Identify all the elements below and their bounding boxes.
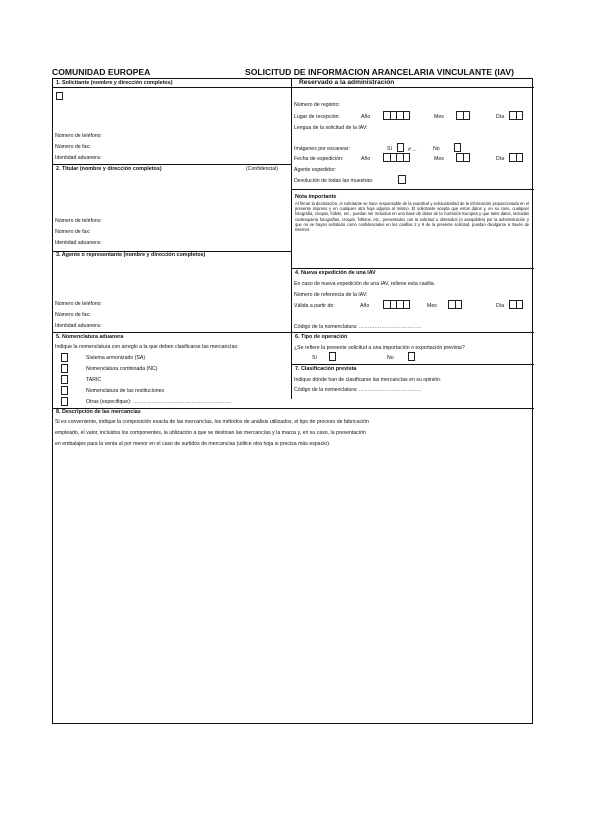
s7-codigo: Código de la nomenclatura: ………………………………: [294, 387, 422, 393]
s4-line1: En caso de nueva expedición de una IAV, rellene esta casilla.: [294, 281, 436, 287]
divider-admin-header: [291, 87, 534, 88]
admin-lugar: Lugar de recepción:: [294, 114, 340, 120]
s5-title: 5. Nomenclatura aduanera: [56, 334, 124, 340]
s5-item-nc: Nomenclatura combinada (NC): [86, 366, 158, 372]
divider-s2: [53, 164, 291, 165]
s3-idad-label: Identidad aduanera:: [55, 323, 102, 329]
s8-title: 8. Descripción de las mercancías: [56, 409, 141, 415]
admin-lugar-anio-box[interactable]: [383, 111, 410, 120]
s1-fax-label: Número de fax:: [55, 144, 91, 150]
s4-dia-box[interactable]: [509, 300, 523, 309]
community-title: COMUNIDAD EUROPEA: [52, 67, 151, 77]
s5-item-taric: TARIC: [86, 377, 102, 383]
s3-title: 3. Agente o representante (nombre y dirección completos): [56, 252, 206, 258]
s7-title: 7. Clasificación prevista: [295, 366, 357, 372]
s5-item-sa: Sistema armonizado (SA): [86, 355, 146, 361]
nota-text: Al firmar la declaración, el solicitante se hace responsable de la exactitud y exhaustividad de la información proporcionada en el presente impreso y en cualquier otra hoja adjunta al mismo. El solicitante acepta que estos datos y, en su caso, cualquier fotografía, croquis, folleto, etc., puedan ser incluidos en una base de datos de la Comisión Europea y que tales datos, incluidas cualesquiera fotografías, croquis, folletos, etc., presentados con la solicitud u obtenidos (o asequibles) por la administración y que no se hayan señalado como confidenciales en las casillas 2 y 9 de la presente solicitud, puedan divulgarse a través de Internet.: [295, 201, 529, 233]
admin-fecha-dia-box[interactable]: [509, 153, 523, 162]
s6-title: 6. Tipo de operación: [295, 334, 348, 340]
s8-line1: Si es conveniente, indique la composición exacta de las mercancías, los métodos de análisis utilizados, el tipo de proceso de fabricación: [55, 419, 370, 425]
s6-si: Sí: [312, 355, 317, 361]
s2-fax-label: Número de fax:: [55, 229, 91, 235]
s6-no-box[interactable]: [408, 352, 415, 361]
s5-checkbox-sa[interactable]: [61, 353, 68, 362]
s5-checkbox-taric[interactable]: [61, 375, 68, 384]
s4-codigo: Código de la nomenclatura: ………………………………: [294, 324, 422, 330]
admin-devolucion-box[interactable]: [398, 175, 406, 184]
admin-imagenes-no-box[interactable]: [454, 143, 461, 152]
s6-no: No: [387, 355, 394, 361]
admin-fecha-exp: Fecha de expedición:: [294, 156, 344, 162]
admin-registro: Número de registro:: [294, 102, 340, 108]
s5-item-otras: Otras (especifique): …………………………………………………: [86, 399, 232, 405]
admin-fecha-mes: Mes: [434, 156, 444, 162]
admin-imagenes-si: Sí: [387, 146, 392, 152]
s8-line2: empleado, el valor, incluidos los componentes, la utilización a que se destinan las mercancías y la marca y, en su caso, la presentación: [55, 430, 366, 436]
s3-fax-label: Número de fax:: [55, 312, 91, 318]
s4-anio: Año: [360, 303, 370, 309]
admin-lugar-dia-box[interactable]: [509, 111, 523, 120]
admin-agente: Agente expedidor:: [294, 167, 337, 173]
admin-imagenes-si-box[interactable]: [397, 143, 404, 152]
admin-lugar-anio: Año: [361, 114, 371, 120]
s4-ref: Número de referencia de la IAV:: [294, 292, 368, 298]
admin-fecha-mes-box[interactable]: [456, 153, 470, 162]
nota-title: Nota importante: [295, 194, 337, 200]
iav-form: [52, 78, 533, 724]
s5-item-restituciones: Nomenclatura de las restituciones: [86, 388, 165, 394]
s6-question: ¿Se refiere la presente solicitud a una importación o exportación prevista?: [294, 345, 465, 351]
column-divider: [291, 79, 292, 399]
admin-imagenes-num: # ...: [408, 147, 417, 153]
s5-checkbox-otras[interactable]: [61, 397, 68, 406]
s5-intro: Indique la nomenclatura con arreglo a la que deben clasificarse las mercancías:: [55, 344, 239, 350]
s4-dia: Día: [496, 303, 505, 309]
admin-title: Reservado a la administración: [299, 79, 395, 86]
divider-s4: [291, 268, 534, 269]
s2-idad-label: Identidad aduanera:: [55, 240, 102, 246]
s4-title: 4. Nueva expedición de una IAV: [295, 270, 376, 276]
s1-tel-label: Número de teléfono:: [55, 133, 103, 139]
s4-mes: Mes: [427, 303, 437, 309]
s8-line3: en embalajes para la venta al por menor en el caso de surtidos de mercancías (utilice otra hoja si precisa más espacio).: [55, 441, 331, 447]
s1-checkbox[interactable]: [56, 92, 63, 100]
admin-fecha-anio: Año: [361, 156, 371, 162]
s2-confidential: (Confidencial): [246, 166, 279, 172]
s3-tel-label: Número de teléfono:: [55, 301, 103, 307]
s4-valida: Válida a partir de:: [294, 303, 335, 309]
form-title: SOLICITUD DE INFORMACION ARANCELARIA VINCULANTE (IAV): [245, 67, 514, 77]
divider-s1-header: [53, 87, 291, 88]
admin-lugar-mes: Mes: [434, 114, 444, 120]
admin-imagenes: Imágenes por escanear:: [294, 146, 350, 152]
admin-imagenes-no: No: [433, 146, 440, 152]
s2-tel-label: Número de teléfono:: [55, 218, 103, 224]
divider-s5: [53, 332, 291, 333]
s5-checkbox-restituciones[interactable]: [61, 386, 68, 395]
divider-nota: [291, 189, 534, 190]
s6-si-box[interactable]: [329, 352, 336, 361]
s4-anio-box[interactable]: [383, 300, 410, 309]
s7-line1: Indique dónde han de clasificarse las mercancías en su opinión.: [294, 377, 442, 383]
s1-idad-label: Identidad aduanera:: [55, 155, 102, 161]
s8-description-area[interactable]: [55, 451, 531, 721]
admin-devolucion: Devolución de todas las muestras:: [294, 178, 374, 184]
admin-lugar-mes-box[interactable]: [456, 111, 470, 120]
admin-fecha-dia: Día: [496, 156, 505, 162]
s2-title: 2. Titular (nombre y dirección completos): [56, 166, 162, 172]
admin-fecha-anio-box[interactable]: [383, 153, 410, 162]
divider-s6: [291, 332, 534, 333]
divider-s7: [291, 364, 534, 365]
s5-checkbox-nc[interactable]: [61, 364, 68, 373]
admin-lengua: Lengua de la solicitud de la IAV:: [294, 125, 368, 131]
admin-lugar-dia: Día: [496, 114, 505, 120]
s1-title: 1. Solicitante (nombre y dirección completos): [56, 80, 173, 86]
s4-mes-box[interactable]: [448, 300, 462, 309]
